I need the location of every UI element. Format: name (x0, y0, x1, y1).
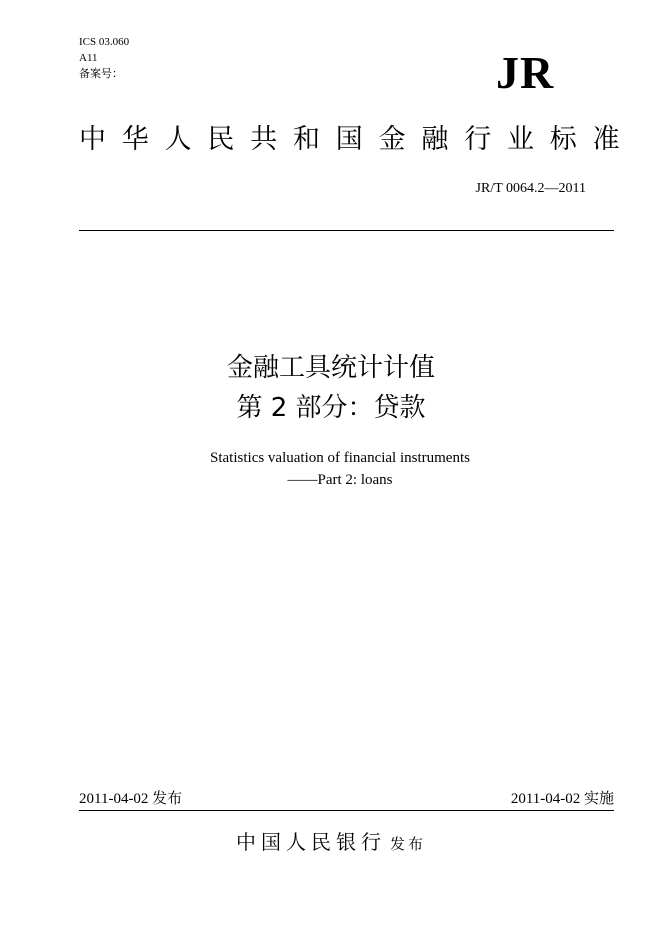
ics-code: ICS 03.060 (79, 36, 130, 48)
filing-number-label: 备案号： (79, 68, 123, 80)
header-divider (79, 230, 614, 231)
classification-code: A11 (79, 52, 98, 64)
standard-title: 中华人民共和国金融行业标准 (79, 124, 636, 155)
standard-code: JR/T 0064.2—2011 (475, 181, 586, 196)
document-title-en-line2: ——Part 2: loans (287, 472, 393, 488)
document-title-en-line1: Statistics valuation of financial instruments (210, 450, 470, 466)
implementation-date: 2011-04-02 实施 (510, 791, 614, 807)
issue-action: 发布 (389, 835, 426, 853)
issuer-name: 中国人民银行 (235, 830, 386, 854)
document-title-cn-line2: 第 2 部分：贷款 (236, 393, 426, 423)
issue-date: 2011-04-02 发布 (79, 791, 183, 807)
header-metadata (79, 34, 129, 82)
document-title-cn-line1: 金融工具统计计值 (226, 353, 435, 383)
jr-logo: JR (496, 47, 555, 98)
issuer-line (0, 826, 662, 855)
footer-divider (79, 810, 614, 811)
